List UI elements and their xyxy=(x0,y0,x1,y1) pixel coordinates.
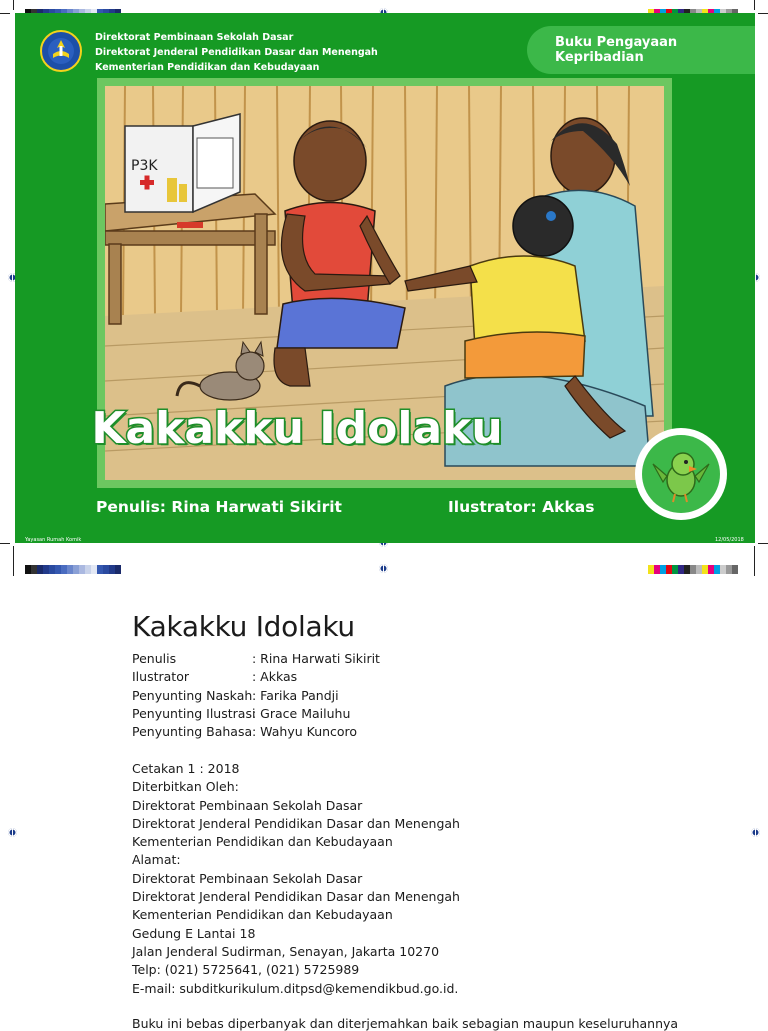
publisher-line: Kementerian Pendidikan dan Kebudayaan xyxy=(132,834,393,850)
publisher-line: Direktorat Jenderal Pendidikan Dasar dan Menengah xyxy=(132,815,460,831)
credit-label: Penulis xyxy=(132,651,177,666)
agency-lines xyxy=(95,30,378,75)
address-line: Jalan Jenderal Sudirman, Senayan, Jakarta 10270 xyxy=(132,943,440,959)
colophon-title: Kakakku Idolaku xyxy=(132,610,355,643)
address-line: Direktorat Pembinaan Sekolah Dasar xyxy=(132,870,363,886)
crop-mark xyxy=(0,13,10,14)
phone: Telp: (021) 5725641, (021) 5725989 xyxy=(132,962,360,978)
credit-label: Penyunting Naskah xyxy=(132,687,253,703)
address-line: Gedung E Lantai 18 xyxy=(132,925,256,941)
crop-mark xyxy=(758,13,768,14)
series-badge: Buku Pengayaan Kepribadian xyxy=(527,26,755,74)
credit-value: : Farika Pandji xyxy=(252,687,339,703)
agency-line: Direktorat Pembinaan Sekolah Dasar xyxy=(95,32,294,43)
credits-table xyxy=(132,650,380,741)
crop-mark xyxy=(754,546,755,576)
credit-row xyxy=(132,705,380,723)
cover-title: Kakakku Idolaku xyxy=(91,403,503,454)
address-label: Alamat: xyxy=(132,852,181,868)
crop-mark xyxy=(754,0,755,10)
credit-value: : Rina Harwati Sikirit xyxy=(252,651,380,666)
published-by-label: Diterbitkan Oleh: xyxy=(132,779,239,795)
illustrator-credit: Ilustrator: Akkas xyxy=(448,498,595,516)
address-line: Direktorat Jenderal Pendidikan Dasar dan Menengah xyxy=(132,889,460,905)
credit-row xyxy=(132,723,380,741)
registration-mark xyxy=(8,828,17,837)
edition: Cetakan 1 : 2018 xyxy=(132,761,240,776)
agency-line: Kementerian Pendidikan dan Kebudayaan xyxy=(95,62,320,73)
author-credit: Penulis: Rina Harwati Sikirit xyxy=(96,498,342,516)
first-aid-label: P3K xyxy=(131,158,158,174)
cover-footer-right: 12/05/2018 xyxy=(715,537,744,543)
density-bar xyxy=(25,565,121,574)
crop-mark xyxy=(13,0,14,10)
publication-info xyxy=(132,760,460,998)
ministry-seal-icon xyxy=(40,30,82,72)
credit-label: Penyunting Bahasa xyxy=(132,724,253,740)
cover-footer-left: Yayasan Rumah Komik xyxy=(25,537,82,543)
registration-mark xyxy=(751,828,760,837)
bird-mascot-icon xyxy=(635,428,727,520)
license-line: Buku ini bebas diperbanyak dan diterjemahkan baik sebagian maupun keseluruhannya xyxy=(132,1016,679,1031)
email: E-mail: subditkurikulum.ditpsd@kemendikbud.go.id. xyxy=(132,980,459,996)
credit-row xyxy=(132,687,380,705)
credit-value: : Wahyu Kuncoro xyxy=(252,724,358,740)
color-bar xyxy=(648,565,738,574)
credit-row xyxy=(132,650,380,668)
crop-mark xyxy=(13,546,14,576)
credit-value: : Grace Mailuhu xyxy=(252,705,351,721)
registration-mark xyxy=(379,564,388,573)
crop-mark xyxy=(0,543,10,544)
agency-line: Direktorat Jenderal Pendidikan Dasar dan Menengah xyxy=(95,47,378,58)
credit-value: : Akkas xyxy=(252,669,298,685)
credit-label: Penyunting Ilustrasi xyxy=(132,705,256,721)
credit-row xyxy=(132,668,380,686)
book-cover xyxy=(15,13,755,543)
publisher-line: Direktorat Pembinaan Sekolah Dasar xyxy=(132,797,363,813)
crop-mark xyxy=(758,543,768,544)
address-line: Kementerian Pendidikan dan Kebudayaan xyxy=(132,907,393,923)
credit-label: Ilustrator xyxy=(132,669,189,685)
